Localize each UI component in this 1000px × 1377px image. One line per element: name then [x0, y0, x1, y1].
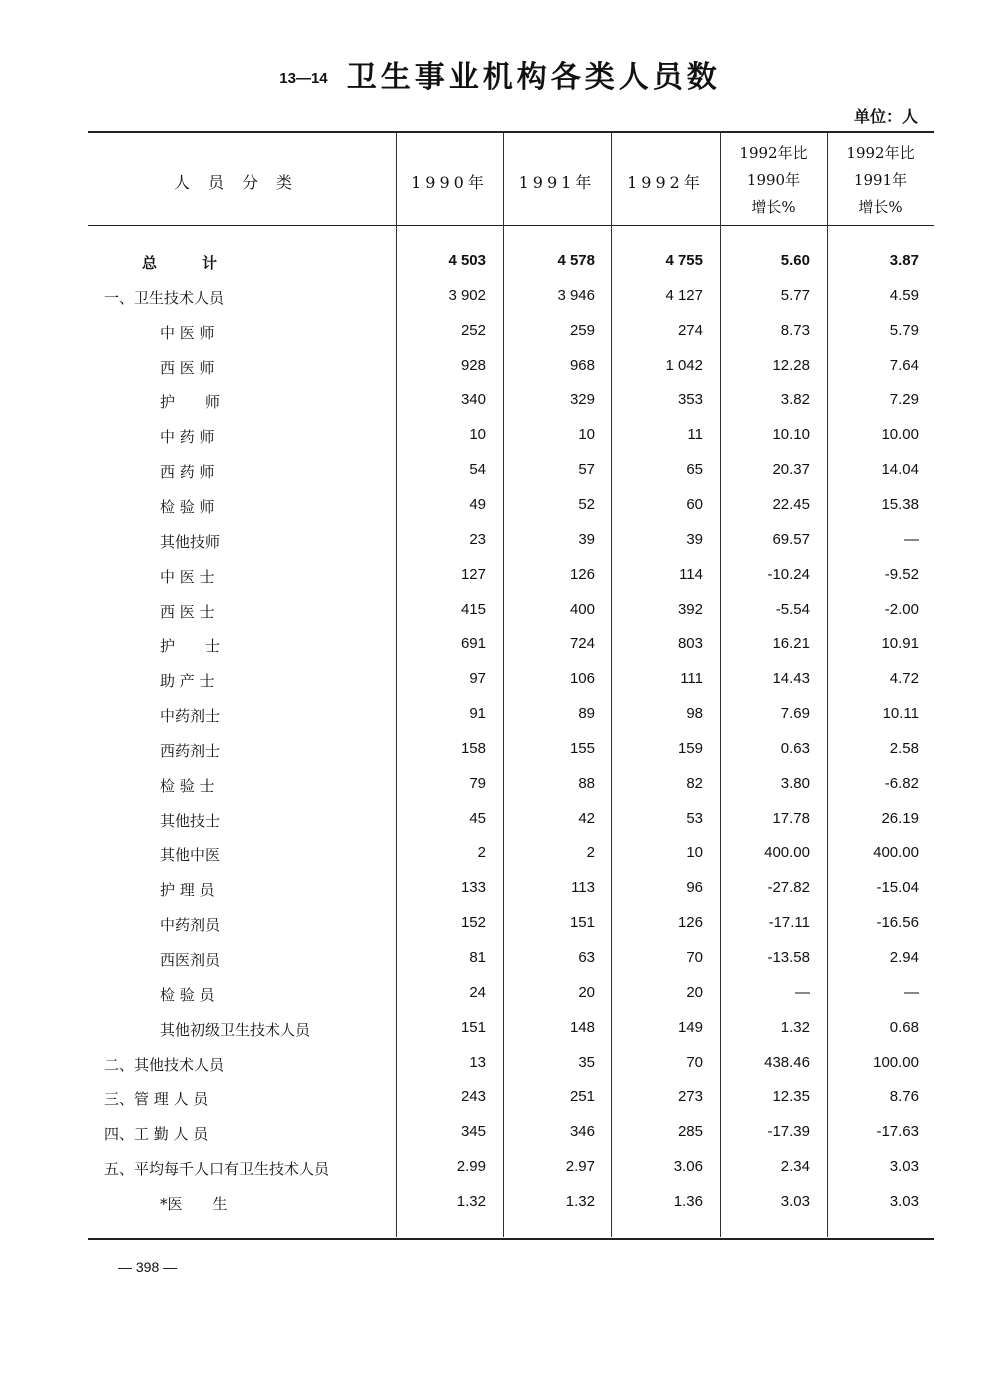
- row-label: 检 验 员: [160, 985, 215, 1004]
- cell-value: 415: [460, 600, 486, 618]
- unit-label: 单位：人: [853, 107, 918, 126]
- cell-value: -2.00: [884, 600, 919, 618]
- table-row: [0, 1054, 1000, 1089]
- row-label: 总 计: [142, 254, 218, 272]
- cell-value: 7.29: [889, 391, 919, 409]
- cell-value: 98: [686, 705, 703, 723]
- cell-value: 49: [469, 495, 486, 513]
- row-label: 其他技师: [160, 532, 221, 551]
- cell-value: 259: [569, 321, 595, 339]
- cell-value: -10.24: [767, 565, 810, 583]
- cell-value: 20: [686, 983, 703, 1001]
- cell-value: 2: [477, 844, 486, 862]
- row-label: 二、其他技术人员: [104, 1055, 225, 1074]
- cell-value: 2: [586, 844, 595, 862]
- row-label: 中药剂士: [160, 707, 221, 726]
- cell-value: -9.52: [884, 565, 919, 583]
- cell-value: 0.68: [889, 1018, 919, 1036]
- cell-value: 724: [569, 635, 595, 653]
- cell-value: -16.56: [876, 914, 919, 932]
- cell-value: —: [904, 530, 919, 548]
- cell-value: 1.32: [456, 1192, 486, 1210]
- table-row: [0, 1193, 1000, 1228]
- table-row: [0, 287, 1000, 322]
- row-label: 西 医 士: [160, 602, 215, 621]
- cell-value: 126: [677, 914, 703, 932]
- table-row: [0, 322, 1000, 357]
- cell-value: 53: [686, 809, 703, 827]
- cell-value: 20: [578, 983, 595, 1001]
- header-category: 人员分类: [173, 173, 310, 192]
- cell-value: 438.46: [764, 1053, 810, 1071]
- row-label: 三、管 理 人 员: [104, 1090, 209, 1109]
- table-row: [0, 670, 1000, 705]
- cell-value: 26.19: [881, 809, 919, 827]
- cell-value: 400: [569, 600, 595, 618]
- cell-value: 3 946: [557, 286, 595, 304]
- cell-value: 126: [569, 565, 595, 583]
- header-1991: 1991年: [518, 173, 596, 192]
- cell-value: 329: [569, 391, 595, 409]
- cell-value: 23: [469, 530, 486, 548]
- row-label: 其他中医: [160, 846, 221, 865]
- cell-value: 346: [569, 1123, 595, 1141]
- cell-value: 4 755: [665, 252, 703, 269]
- cell-value: 2.94: [889, 949, 919, 966]
- cell-value: -17.39: [767, 1123, 810, 1141]
- cell-value: 113: [571, 879, 595, 897]
- cell-value: -5.54: [775, 600, 810, 618]
- header-growth-vs-1991: [827, 140, 934, 221]
- cell-value: 392: [677, 600, 703, 618]
- cell-value: 968: [569, 356, 595, 374]
- cell-value: 151: [569, 914, 595, 932]
- cell-value: 54: [469, 461, 486, 479]
- table-row: [0, 844, 1000, 879]
- cell-value: 52: [578, 495, 595, 513]
- cell-value: 10.11: [882, 705, 919, 723]
- row-label: 助 产 士: [160, 672, 215, 691]
- cell-value: 60: [686, 495, 703, 513]
- cell-value: 3.03: [889, 1158, 919, 1176]
- cell-value: 65: [686, 461, 703, 479]
- cell-value: 12.28: [772, 356, 810, 374]
- row-label: 中 药 师: [160, 428, 215, 447]
- table-row-total: [0, 252, 1000, 287]
- row-label: 西 药 师: [160, 463, 215, 482]
- row-label: 护 师: [160, 393, 221, 412]
- cell-value: 252: [460, 321, 486, 339]
- cell-value: 1.36: [673, 1192, 703, 1210]
- cell-value: 13: [469, 1053, 486, 1071]
- cell-value: 148: [569, 1018, 595, 1036]
- cell-value: 8.76: [889, 1088, 919, 1106]
- table-row: [0, 705, 1000, 740]
- header-growth-line: 增长%: [751, 198, 796, 216]
- cell-value: 70: [686, 949, 703, 966]
- header-growth-line: 1990年: [746, 171, 801, 189]
- cell-value: 345: [460, 1123, 486, 1141]
- table-row: [0, 1158, 1000, 1193]
- cell-value: 133: [460, 879, 486, 897]
- cell-value: 15.38: [881, 495, 919, 513]
- cell-value: 100.00: [873, 1053, 919, 1071]
- cell-value: 1.32: [565, 1192, 595, 1210]
- cell-value: 155: [569, 739, 595, 757]
- cell-value: 400.00: [764, 844, 810, 862]
- cell-value: -15.04: [876, 879, 919, 897]
- table-row: [0, 949, 1000, 984]
- cell-value: 97: [469, 670, 486, 688]
- cell-value: 3.06: [673, 1158, 703, 1176]
- cell-value: 3.82: [780, 391, 810, 409]
- cell-value: 63: [578, 949, 595, 966]
- cell-value: 111: [680, 670, 703, 688]
- table-row: [0, 740, 1000, 775]
- cell-value: 45: [469, 809, 486, 827]
- cell-value: -13.58: [767, 949, 810, 966]
- table-row: [0, 357, 1000, 392]
- header-growth-vs-1990: [720, 140, 827, 221]
- cell-value: 14.43: [772, 670, 810, 688]
- table-row: [0, 566, 1000, 601]
- cell-value: 114: [679, 565, 703, 583]
- bottom-rule: [88, 1238, 934, 1240]
- cell-value: 96: [686, 879, 703, 897]
- cell-value: 39: [578, 530, 595, 548]
- cell-value: 3 902: [448, 286, 486, 304]
- cell-value: 5.60: [780, 252, 810, 269]
- cell-value: 273: [677, 1088, 703, 1106]
- table-row: [0, 496, 1000, 531]
- header-1990: 1990年: [411, 173, 488, 192]
- cell-value: 22.45: [772, 495, 810, 513]
- table-row: [0, 1088, 1000, 1123]
- cell-value: 4.59: [889, 286, 919, 304]
- cell-value: 89: [578, 705, 595, 723]
- table-title: [0, 52, 1000, 96]
- cell-value: 2.34: [780, 1158, 810, 1176]
- header-rule: [88, 225, 934, 226]
- cell-value: -17.11: [768, 914, 810, 932]
- cell-value: 159: [677, 739, 703, 757]
- cell-value: 127: [460, 565, 486, 583]
- cell-value: 400.00: [873, 844, 919, 862]
- cell-value: 20.37: [772, 461, 810, 479]
- cell-value: 5.79: [889, 321, 919, 339]
- cell-value: 1.32: [780, 1018, 810, 1036]
- cell-value: 39: [686, 530, 703, 548]
- table-row: [0, 391, 1000, 426]
- cell-value: 353: [677, 391, 703, 409]
- cell-value: 70: [686, 1053, 703, 1071]
- cell-value: 340: [460, 391, 486, 409]
- cell-value: 4 578: [557, 252, 595, 269]
- cell-value: 4 503: [448, 252, 486, 269]
- cell-value: 928: [460, 356, 486, 374]
- cell-value: 2.58: [889, 739, 919, 757]
- cell-value: 8.73: [780, 321, 810, 339]
- cell-value: 10: [578, 426, 595, 444]
- row-label: 西医剂员: [160, 951, 221, 969]
- cell-value: 285: [677, 1123, 703, 1141]
- cell-value: 12.35: [772, 1088, 810, 1106]
- cell-value: 57: [578, 461, 595, 479]
- header-growth-line: 1992年比: [739, 144, 808, 162]
- cell-value: 24: [469, 983, 486, 1001]
- cell-value: 79: [469, 774, 486, 792]
- cell-value: -17.63: [876, 1123, 919, 1141]
- cell-value: 3.87: [889, 252, 919, 269]
- row-label: 西 医 师: [160, 358, 215, 377]
- row-label: 护 士: [160, 637, 221, 656]
- row-label: 西药剂士: [160, 741, 221, 760]
- row-label: 护 理 员: [160, 881, 215, 900]
- row-label: 检 验 士: [160, 776, 215, 795]
- cell-value: 88: [578, 774, 595, 792]
- table-row: [0, 1019, 1000, 1054]
- cell-value: 1 042: [665, 356, 703, 374]
- table-row: [0, 531, 1000, 566]
- cell-value: 152: [460, 914, 486, 932]
- header-growth-line: 增长%: [858, 198, 903, 216]
- cell-value: 42: [578, 809, 595, 827]
- cell-value: 7.64: [889, 356, 919, 374]
- cell-value: 691: [460, 635, 486, 653]
- cell-value: —: [904, 983, 919, 1001]
- cell-value: 69.57: [772, 530, 810, 548]
- cell-value: 91: [469, 705, 486, 723]
- cell-value: 5.77: [780, 286, 810, 304]
- cell-value: 10: [469, 426, 486, 444]
- cell-value: -6.82: [884, 774, 919, 792]
- row-label: 四、工 勤 人 员: [104, 1125, 209, 1144]
- table-number: 13—14: [279, 70, 328, 87]
- cell-value: 14.04: [881, 461, 919, 479]
- cell-value: 158: [460, 739, 486, 757]
- cell-value: 251: [569, 1088, 595, 1106]
- table-row: [0, 879, 1000, 914]
- table-row: [0, 461, 1000, 496]
- page-number: — 398 —: [118, 1259, 178, 1275]
- cell-value: 10.00: [881, 426, 919, 444]
- row-label: 检 验 师: [160, 497, 215, 516]
- header-1992: 1992年: [627, 173, 704, 192]
- cell-value: -27.82: [767, 879, 810, 897]
- cell-value: 3.03: [780, 1192, 810, 1210]
- cell-value: 274: [677, 321, 703, 339]
- cell-value: 35: [578, 1053, 595, 1071]
- cell-value: 803: [677, 635, 703, 653]
- row-label: 五、平均每千人口有卫生技术人员: [104, 1160, 330, 1179]
- table-row: [0, 1123, 1000, 1158]
- cell-value: 17.78: [772, 809, 810, 827]
- table-row: [0, 775, 1000, 810]
- cell-value: 81: [469, 949, 486, 966]
- row-label: 其他技士: [160, 811, 221, 830]
- table-row: [0, 426, 1000, 461]
- row-label: 一、卫生技术人员: [104, 288, 225, 307]
- cell-value: 2.99: [456, 1158, 486, 1176]
- cell-value: 11: [687, 426, 703, 444]
- header-growth-line: 1991年: [853, 171, 908, 189]
- cell-value: —: [795, 983, 810, 1001]
- row-label: *医 生: [160, 1194, 228, 1213]
- table-row: [0, 984, 1000, 1019]
- cell-value: 3.03: [889, 1192, 919, 1210]
- cell-value: 4 127: [665, 286, 703, 304]
- row-label: 中 医 士: [160, 567, 215, 586]
- cell-value: 16.21: [772, 635, 810, 653]
- cell-value: 151: [460, 1018, 486, 1036]
- cell-value: 3.80: [780, 774, 810, 792]
- cell-value: 149: [677, 1018, 703, 1036]
- cell-value: 82: [686, 774, 703, 792]
- table-row: [0, 635, 1000, 670]
- table-row: [0, 914, 1000, 949]
- cell-value: 243: [460, 1088, 486, 1106]
- table-title-text: 卫生事业机构各类人员数: [346, 60, 721, 95]
- table-row: [0, 601, 1000, 636]
- row-label: 中药剂员: [160, 916, 221, 935]
- cell-value: 10.10: [772, 426, 810, 444]
- cell-value: 2.97: [565, 1158, 595, 1176]
- top-rule: [88, 131, 934, 133]
- cell-value: 0.63: [780, 739, 810, 757]
- cell-value: 7.69: [780, 705, 810, 723]
- table-row: [0, 810, 1000, 845]
- header-growth-line: 1992年比: [846, 144, 915, 162]
- row-label: 其他初级卫生技术人员: [160, 1020, 311, 1039]
- row-label: 中 医 师: [160, 323, 215, 342]
- cell-value: 10.91: [881, 635, 919, 653]
- cell-value: 10: [686, 844, 703, 862]
- cell-value: 106: [569, 670, 595, 688]
- cell-value: 4.72: [889, 670, 919, 688]
